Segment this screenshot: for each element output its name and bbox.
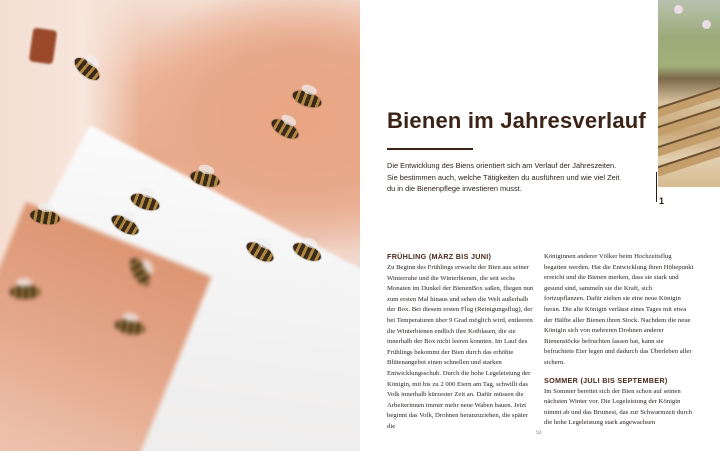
text-column-right <box>544 252 694 429</box>
section-body-summer: Im Sommer bereitet sich der Bien schon auf seinen nächsten Winter vor. Die Legeleistung der Königin nimmt ab und das Brutnest, das zur Schwarmzeit durch die hohe Legeleistung stark angewachsen <box>544 387 693 427</box>
section-heading-spring: FRÜHLING (MÄRZ BIS JUNI) <box>387 252 492 261</box>
page-title: Bienen im Jahresverlauf <box>387 108 646 133</box>
text-column-left <box>387 252 537 433</box>
photo-caption-bar <box>656 172 657 202</box>
flower-decor <box>702 20 711 29</box>
right-page <box>360 0 720 451</box>
honeycomb-frames-photo <box>658 0 720 187</box>
page-number: 92 <box>536 430 542 436</box>
section-body-spring-continued: Königinnen anderer Völker beim Hochzeitsflug begatten werden. Hat die Entwicklung ihren Höhepunkt erreicht und die Bienen merken, dass sie stark und gesund sind, sammeln sie die Kraft, sich fortzupflanzen. Dafür ziehen sie eine neue Königin heran. Die alte Königin verlässt eines Tages mit etwa der Hälfte aller Bienen ihren Stock. Nachdem die neue Königin sich von mehreren Drohnen anderer Bienenstöcke befruchten lassen hat, kann sie befruchtete Eier legen und dadurch das Überleben aller sichern. <box>544 253 694 366</box>
section-body-spring: Zu Beginn des Frühlings erwacht der Bien aus seiner Winterruhe und die Winterbienen, die seit sechs Monaten im Dunkel der BienenBox saßen, fliegen nun zum ersten Mal hinaus und sehen die Welt außerhalb der Box. Bei diesem ersten Flug (Reinigungsflug), der bei Temperaturen über 9 Grad möglich wird, entleeren die Winterbienen endlich ihre Kotblasen, die sie innerhalb der Box nicht leeren konnten. Im Lauf des Frühlings bekommt der Bien durch das erhöhte Blütenangebot einen schnellen und starken Entwicklungsschub. Durch die hohe Legeleistung der Königin, mit bis zu 2 000 Eiern am Tag, schwillt das Volk innerhalb kürzester Zeit an. Dafür müssen die Arbeiterinnen immer mehr neue Waben bauen. Jetzt beginnt das Volk, Drohnen heranzuziehen, die später die <box>387 264 534 430</box>
flower-decor <box>674 5 683 14</box>
bee-icon <box>10 285 40 299</box>
bee-icon <box>291 87 324 110</box>
bee-icon <box>269 115 302 142</box>
photo-caption-number: 1 <box>659 196 665 206</box>
intro-paragraph: Die Entwicklung des Biens orientiert sich am Verlauf der Jahreszeiten. Sie bestimmen auch, welche Tätigkeiten du ausführen und wie viel Zeit du in die Bienenpflege investieren musst. <box>387 161 620 193</box>
title-divider <box>387 148 473 150</box>
section-heading-summer: SOMMER (JULI BIS SEPTEMBER) <box>544 375 668 385</box>
hive-entrance-slot <box>29 27 57 64</box>
